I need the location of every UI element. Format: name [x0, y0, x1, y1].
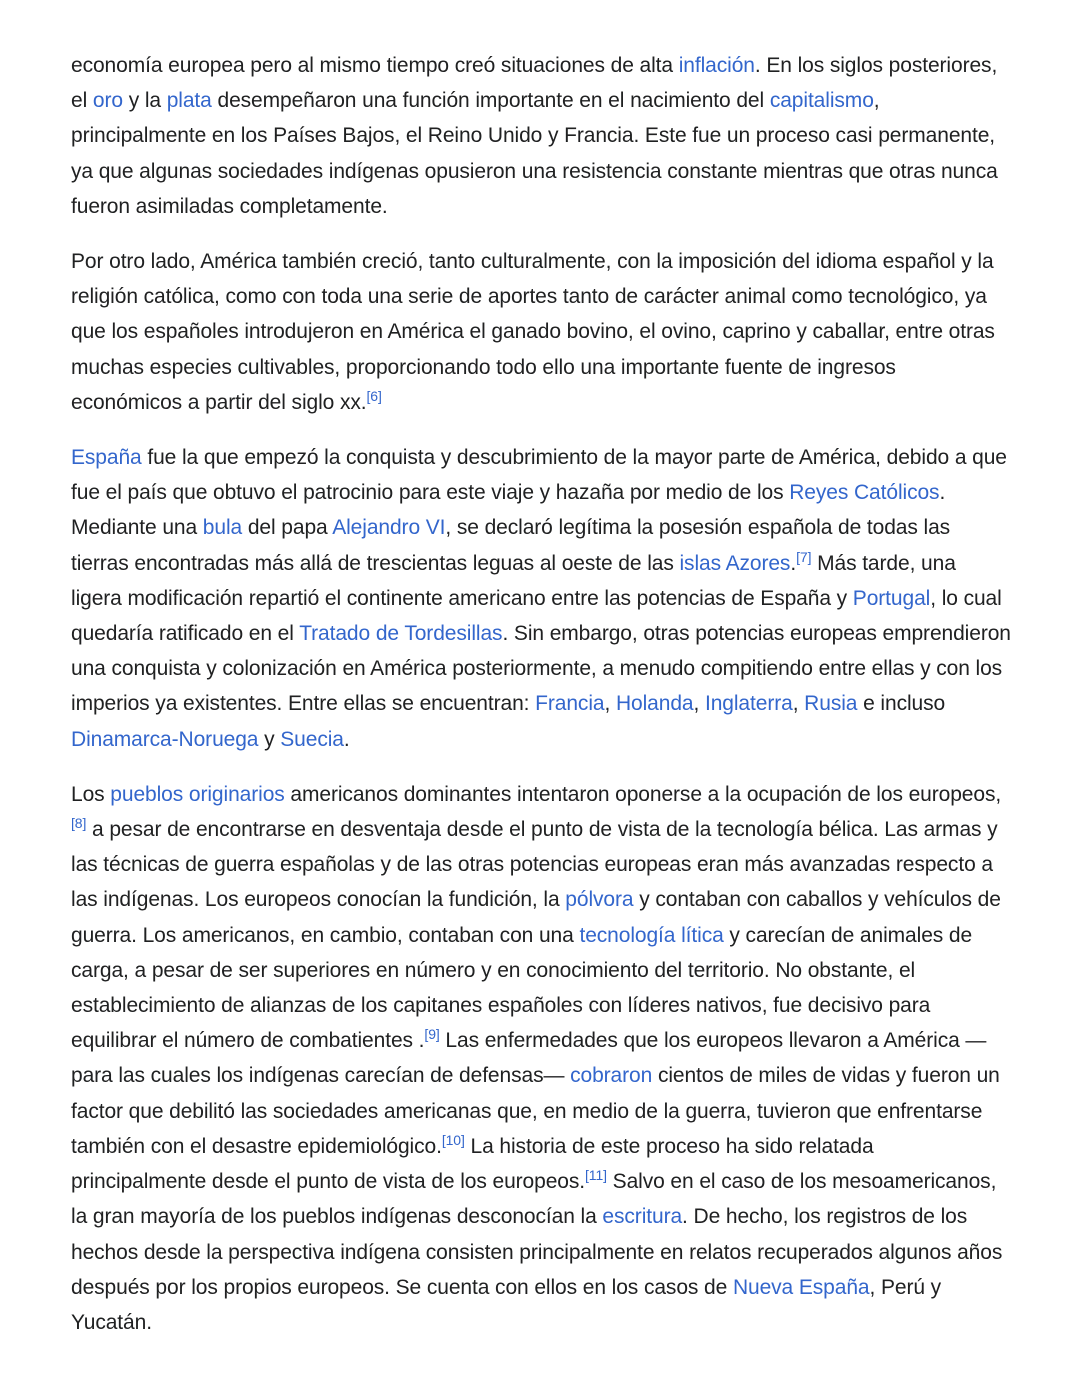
- article-link[interactable]: España: [71, 446, 142, 470]
- reference-link[interactable]: [10]: [441, 1131, 465, 1148]
- article-body: [71, 48, 1011, 1360]
- article-link[interactable]: pólvora: [565, 888, 634, 912]
- paragraph-text: .: [343, 727, 350, 751]
- paragraph-text: , principalmente en los Países Bajos, el Reino Unido y Francia. Este fue un proceso casi permanente, ya que algunas sociedades indígenas opusieron una resistencia constante mientras que otras nunca fueron asimiladas completamente.: [71, 89, 998, 218]
- article-link[interactable]: Suecia: [280, 727, 344, 751]
- reference-link[interactable]: [8]: [71, 815, 87, 832]
- article-paragraph: [71, 440, 1011, 757]
- article-link[interactable]: cobraron: [570, 1064, 653, 1088]
- paragraph-text: Más tarde, una ligera modificación repartió el continente americano entre las potencias de España y: [71, 551, 956, 610]
- paragraph-text: desempeñaron una función importante en el nacimiento del: [211, 89, 770, 113]
- article-link[interactable]: islas Azores: [679, 551, 791, 575]
- article-link[interactable]: Holanda: [615, 692, 694, 716]
- paragraph-text: . De hecho, los registros de los hechos desde la perspectiva indígena consisten principalmente en relatos recuperados algunos años después por los propios europeos. Se cuenta con ellos en los casos de: [71, 1205, 1003, 1299]
- paragraph-text: . Sin embargo, otras potencias europeas emprendieron una conquista y colonización en América posteriormente, a menudo compitiendo entre ellas y con los imperios ya existentes. Entre ellas se encuentran:: [71, 622, 1011, 716]
- reference-link[interactable]: [11]: [585, 1167, 607, 1184]
- paragraph-text: y contaban con caballos y vehículos de guerra. Los americanos, en cambio, contaban con una: [71, 888, 1001, 947]
- paragraph-text: , lo cual quedaría ratificado en el: [71, 586, 1002, 646]
- paragraph-text: a pesar de encontrarse en desventaja desde el punto de vista de la tecnología bélica. Las armas y las técnicas de guerra españolas y de las otras potencias europeas eran más avanzadas respecto a las indígenas. Los europeos conocían la fundición, la: [71, 818, 998, 912]
- paragraph-text: e incluso: [857, 692, 946, 716]
- paragraph-text: economía europea pero al mismo tiempo creó situaciones de alta: [71, 54, 679, 77]
- paragraph-text: y la: [122, 89, 167, 113]
- article-link[interactable]: Reyes Católicos: [789, 481, 940, 505]
- article-link[interactable]: bula: [202, 516, 243, 540]
- paragraph-text: . Mediante una: [71, 481, 946, 540]
- article-link[interactable]: escritura: [602, 1205, 683, 1229]
- paragraph-text: La historia de este proceso ha sido relatada principalmente desde el punto de vista de los europeos.: [71, 1134, 874, 1194]
- paragraph-text: ,: [693, 692, 705, 716]
- article-link[interactable]: Rusia: [804, 692, 858, 716]
- article-paragraph: [71, 777, 1011, 1340]
- article-link[interactable]: inflación: [678, 54, 755, 77]
- article-link[interactable]: pueblos originarios: [110, 782, 285, 806]
- article-link[interactable]: Tratado de Tordesillas: [299, 622, 503, 646]
- paragraph-text: ,: [792, 692, 805, 716]
- paragraph-text: cientos de miles de vidas y fueron un factor que debilitó las sociedades americanas que, en medio de la guerra, tuvieron que enfrentarse también con el desastre epidemiológico.: [71, 1064, 1000, 1158]
- paragraph-text: .: [790, 551, 797, 575]
- article-paragraph: [71, 48, 1011, 224]
- article-link[interactable]: Nueva España: [732, 1275, 870, 1299]
- paragraph-text: Salvo en el caso de los mesoamericanos, la gran mayoría de los pueblos indígenas desconocían la: [71, 1170, 997, 1229]
- paragraph-text: americanos dominantes intentaron oponerse a la ocupación de los europeos,: [284, 782, 1002, 806]
- article-link[interactable]: Inglaterra: [704, 692, 793, 716]
- article-link[interactable]: capitalismo: [769, 89, 874, 113]
- article-link[interactable]: plata: [166, 89, 212, 113]
- article-link[interactable]: Alejandro VI: [332, 516, 446, 540]
- article-link[interactable]: tecnología lítica: [579, 923, 724, 947]
- paragraph-text: del papa: [242, 516, 333, 540]
- article-link[interactable]: oro: [92, 89, 123, 113]
- paragraph-text: Los: [71, 782, 111, 806]
- paragraph-text: , Perú y Yucatán.: [71, 1275, 942, 1334]
- reference-link[interactable]: [9]: [424, 1026, 440, 1043]
- article-link[interactable]: Portugal: [852, 586, 931, 610]
- article-link[interactable]: Francia: [535, 692, 605, 716]
- article-paragraph: [71, 244, 1011, 420]
- paragraph-text: Las enfermedades que los europeos llevaron a América —para las cuales los indígenas carecían de defensas—: [71, 1029, 987, 1088]
- paragraph-text: Por otro lado, América también creció, tanto culturalmente, con la imposición del idioma español y la religión católica, como con toda una serie de aportes tanto de carácter animal como tecnológico, ya que los españoles introdujeron en América el ganado bovino, el ovino, caprino y caballar, entre otras muchas especies cultivables, proporcionando todo ello una importante fuente de ingresos económicos a partir del siglo xx.: [71, 250, 995, 414]
- paragraph-text: fue la que empezó la conquista y descubrimiento de la mayor parte de América, debido a que fue el país que obtuvo el patrocinio para este viaje y hazaña por medio de los: [71, 446, 1007, 505]
- paragraph-text: . En los siglos posteriores, el: [71, 54, 998, 113]
- paragraph-text: ,: [604, 692, 616, 716]
- reference-link[interactable]: [7]: [796, 548, 812, 565]
- paragraph-text: y: [258, 727, 281, 751]
- paragraph-text: y carecían de animales de carga, a pesar de ser superiores en número y en conocimiento del territorio. No obstante, el establecimiento de alianzas de los capitanes españoles con líderes nativos, fue decisivo para equilibrar el número de combatientes .: [71, 923, 973, 1053]
- paragraph-text: , se declaró legítima la posesión española de todas las tierras encontradas más allá de trescientas leguas al oeste de las: [71, 516, 951, 575]
- article-link[interactable]: Dinamarca-Noruega: [71, 727, 259, 751]
- reference-link[interactable]: [6]: [366, 387, 382, 404]
